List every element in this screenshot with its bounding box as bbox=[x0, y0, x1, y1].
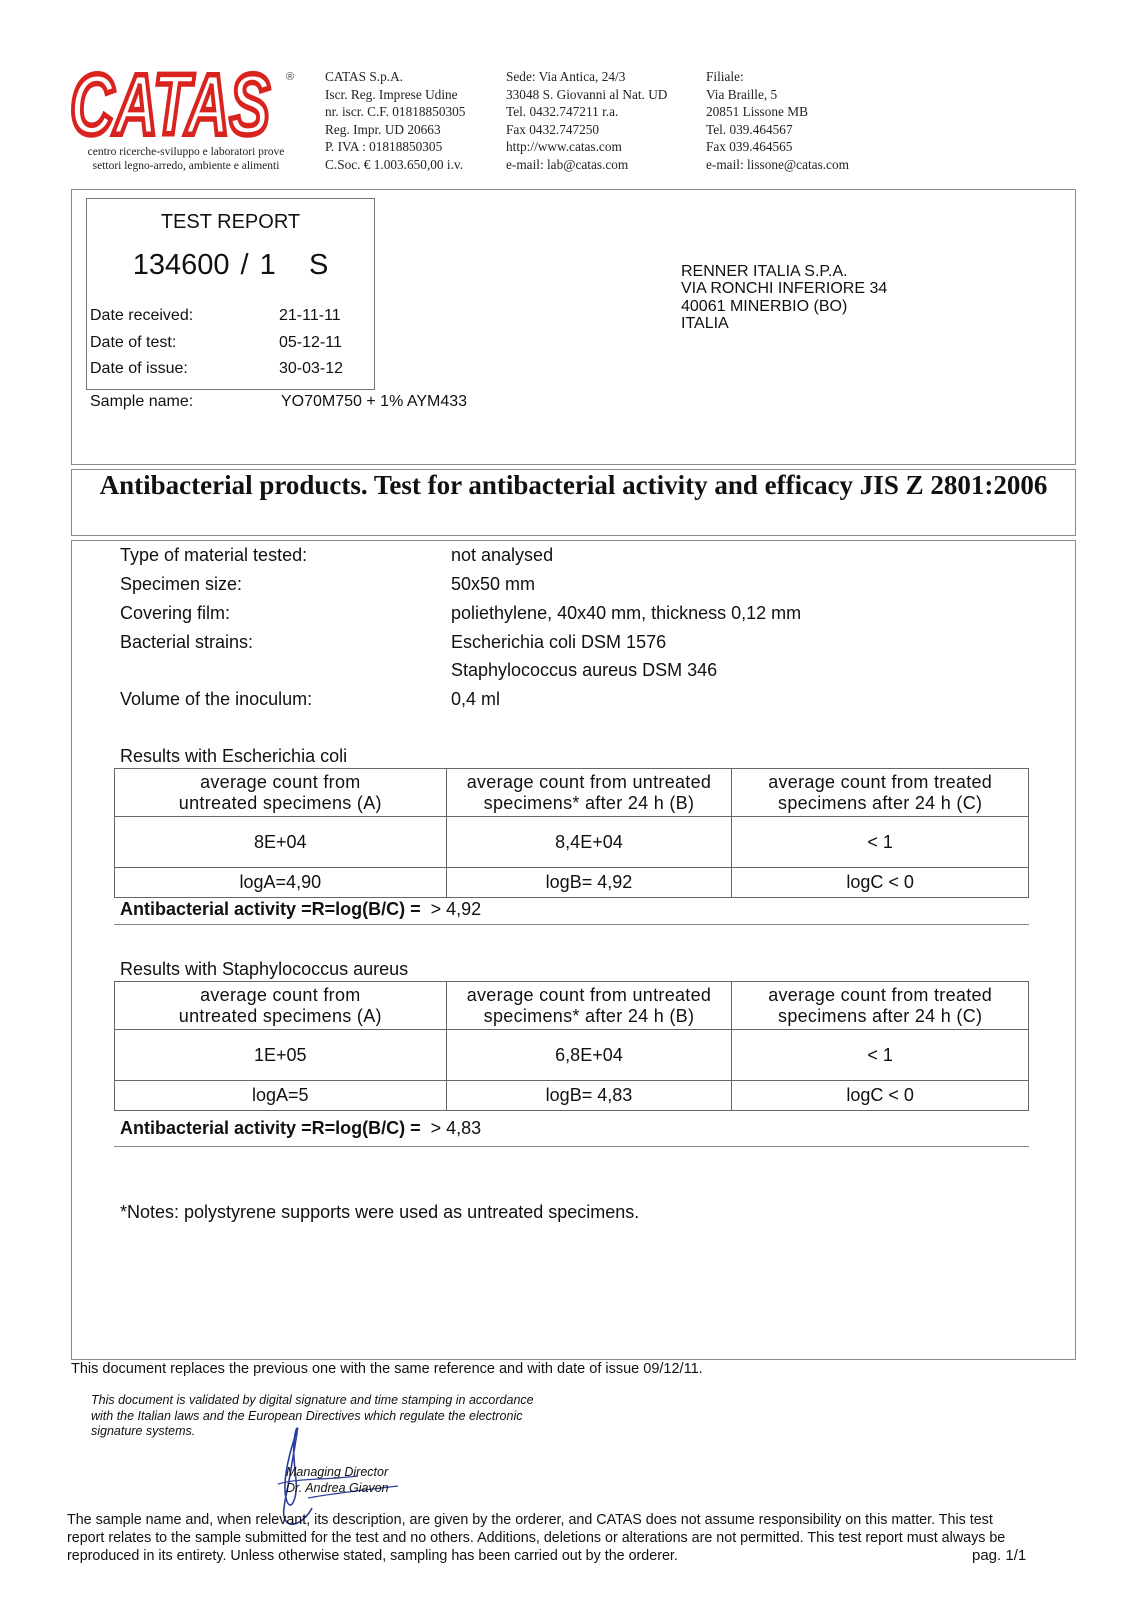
count-c: < 1 bbox=[732, 1030, 1029, 1081]
email-link[interactable]: e-mail: lab@catas.com bbox=[506, 156, 629, 172]
spec-value: 0,4 ml bbox=[451, 689, 501, 709]
divider bbox=[114, 1146, 1029, 1147]
document-title: Antibacterial products. Test for antibacterial activity and efficacy JIS Z 2801:2006 bbox=[99, 470, 1048, 500]
signatory-name: Dr. Andrea Giavon bbox=[286, 1481, 389, 1495]
branch-info: Filiale: Via Braille, 5 20851 Lissone MB Tel. 039.464567 Fax 039.464565 e-mail: lissone@catas.com bbox=[706, 69, 849, 172]
branch-email-link[interactable]: e-mail: lissone@catas.com bbox=[706, 156, 849, 172]
spec-value: Escherichia coli DSM 1576 bbox=[451, 632, 667, 652]
spec-value: poliethylene, 40x40 mm, thickness 0,12 mm bbox=[451, 603, 802, 623]
count-b: 6,8E+04 bbox=[446, 1030, 732, 1081]
spec-value: 50x50 mm bbox=[451, 574, 536, 594]
date-test-label: Date of test: bbox=[90, 334, 177, 351]
log-b: logB= 4,92 bbox=[446, 868, 732, 898]
registered-mark: ® bbox=[286, 71, 295, 83]
recipient-address: RENNER ITALIA S.P.A. VIA RONCHI INFERIORE 34 40061 MINERBIO (BO) ITALIA bbox=[681, 263, 888, 332]
date-test-value: 05-12-11 bbox=[279, 334, 342, 351]
sample-name-label: Sample name: bbox=[90, 393, 194, 410]
table-header-cell: average count from treated specimens after 24 h (C) bbox=[732, 769, 1029, 817]
log-b: logB= 4,83 bbox=[446, 1081, 732, 1111]
replacement-note: This document replaces the previous one with the same reference and with date of issue 09/12/11. bbox=[71, 1361, 703, 1377]
results-title-ecoli: Results with Escherichia coli bbox=[120, 746, 348, 766]
spec-label: Bacterial strains: bbox=[120, 632, 254, 652]
results-table-saureus bbox=[114, 981, 1029, 1111]
spec-value: not analysed bbox=[451, 545, 554, 565]
spec-label: Type of material tested: bbox=[120, 545, 308, 565]
headquarters-info: Sede: Via Antica, 24/3 33048 S. Giovanni al Nat. UD Tel. 0432.747211 r.a. Fax 0432.747250 http://www.catas.com e-mail: lab@catas.com bbox=[506, 69, 668, 172]
spec-value: Staphylococcus aureus DSM 346 bbox=[451, 660, 718, 680]
report-number: 134600 / 1 S bbox=[132, 249, 329, 281]
logo-subtitle-1: centro ricerche-sviluppo e laboratori prove bbox=[87, 146, 285, 158]
date-issue-value: 30-03-12 bbox=[279, 360, 344, 377]
date-received-value: 21-11-11 bbox=[279, 307, 341, 324]
spec-label: Covering film: bbox=[120, 603, 231, 623]
activity-ecoli: Antibacterial activity =R=log(B/C) = > 4,92 bbox=[120, 899, 482, 919]
signatory-role: Managing Director bbox=[286, 1465, 389, 1479]
activity-saureus: Antibacterial activity =R=log(B/C) = > 4,83 bbox=[120, 1118, 482, 1138]
company-info: CATAS S.p.A. Iscr. Reg. Imprese Udine nr. iscr. C.F. 01818850305 Reg. Impr. UD 20663 P. IVA : 01818850305 C.Soc. € 1.003.650,00 i.v. bbox=[325, 69, 466, 172]
count-a: 1E+05 bbox=[115, 1030, 447, 1081]
notes: *Notes: polystyrene supports were used as untreated specimens. bbox=[120, 1202, 640, 1222]
table-header-cell: average count from untreated specimens* after 24 h (B) bbox=[446, 769, 732, 817]
table-header-cell: average count from untreated specimens (A) bbox=[115, 982, 447, 1030]
table-header-cell: average count from treated specimens after 24 h (C) bbox=[732, 982, 1029, 1030]
spec-label: Volume of the inoculum: bbox=[120, 689, 313, 709]
table-header-cell: average count from untreated specimens (A) bbox=[115, 769, 447, 817]
log-c: logC < 0 bbox=[732, 868, 1029, 898]
logo-subtitle-2: settori legno-arredo, ambiente e alimenti bbox=[92, 160, 280, 172]
table-header-cell: average count from untreated specimens* after 24 h (B) bbox=[446, 982, 732, 1030]
spec-label: Specimen size: bbox=[120, 574, 243, 594]
catas-logo bbox=[68, 64, 300, 142]
divider bbox=[114, 924, 1029, 925]
website-link[interactable]: http://www.catas.com bbox=[506, 139, 622, 155]
validation-statement: This document is validated by digital signature and time stamping in accordance with the Italian laws and the European Directives which regulate the electronic signature systems. bbox=[91, 1393, 534, 1438]
logo-wordmark: CATAS bbox=[70, 64, 270, 142]
count-b: 8,4E+04 bbox=[446, 817, 732, 868]
disclaimer: The sample name and, when relevant, its description, are given by the orderer, and CATAS does not assume responsibility on this matter. This test report relates to the sample submitted for the test and no others. Additions, deletions or alterations are not permitted. This test report must always be reproduced in its entirety. Unless otherwise stated, sampling has been carried out by the orderer. bbox=[67, 1512, 1006, 1564]
count-a: 8E+04 bbox=[115, 817, 447, 868]
results-title-saureus: Results with Staphylococcus aureus bbox=[120, 959, 409, 979]
report-title: TEST REPORT bbox=[160, 211, 301, 233]
results-table-ecoli bbox=[114, 768, 1029, 898]
log-a: logA=4,90 bbox=[115, 868, 447, 898]
log-a: logA=5 bbox=[115, 1081, 447, 1111]
count-c: < 1 bbox=[732, 817, 1029, 868]
sample-name-value: YO70M750 + 1% AYM433 bbox=[281, 393, 468, 410]
date-issue-label: Date of issue: bbox=[90, 360, 188, 377]
page-number: pag. 1/1 bbox=[972, 1547, 1027, 1564]
date-received-label: Date received: bbox=[90, 307, 194, 324]
log-c: logC < 0 bbox=[732, 1081, 1029, 1111]
